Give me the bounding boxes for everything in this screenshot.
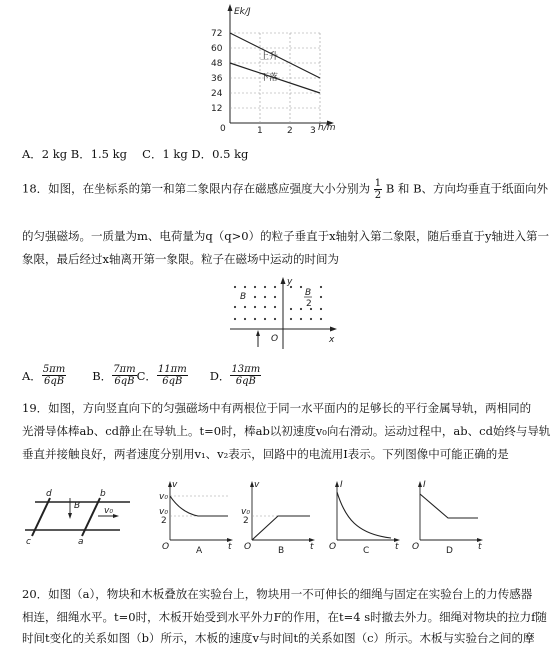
q18-figure: [225, 275, 340, 353]
q18-line3: 象限，最后经过x轴离开第一象限。粒子在磁场中运动的时间为: [22, 252, 339, 266]
q18-fig-x: x: [329, 335, 335, 345]
q19-fig-b: b: [100, 489, 106, 499]
q17-down-label: 下落: [260, 73, 279, 83]
q19-fig-B: B: [74, 501, 81, 511]
q17-ytick: 36: [211, 74, 223, 84]
q19-line3: 垂直并接触良好，两者速度分别用v₁、v₂表示，回路中的电流用I表示。下列图像中可能正确的是: [22, 447, 509, 461]
q17-xtick: 2: [287, 126, 293, 135]
q19-ga-v0: v₀: [159, 492, 168, 502]
q19-graph-a: [158, 478, 236, 554]
q19-line2: 光滑导体棒ab、cd静止在导轨上。t=0时，棒ab以初速度v₀向右滑动。运动过程中，ab、cd始终与导轨: [22, 424, 551, 438]
q17-ytick: 60: [211, 44, 223, 54]
q19-gb-half-num: v₀: [241, 507, 250, 517]
q18-line2: 的匀强磁场。一质量为m、电荷量为q（q>0）的粒子垂直于x轴射入第二象限，随后垂直于y轴进入第一: [22, 229, 550, 243]
q19-rails-figure: [20, 486, 140, 548]
q18-option-d: [230, 364, 261, 387]
q19-ga-v: v: [172, 480, 178, 490]
q17-ylabel: Ek/J: [234, 7, 251, 17]
q19-fig-v0: v₀: [104, 506, 113, 516]
q17-ytick: 12: [211, 104, 223, 114]
q19-gc-cap: C: [363, 546, 370, 554]
q18-fig-b-left: B: [240, 292, 247, 302]
q17-ytick: 72: [211, 29, 223, 39]
q18-option-a-den: 6qB: [43, 376, 65, 387]
q18-option-b: [112, 364, 136, 387]
q17-ek-h-graph: [205, 0, 345, 135]
q19-gc-o: O: [329, 542, 337, 552]
q19-gd-cap: D: [446, 546, 453, 554]
q18-option-b-label: B．: [92, 368, 113, 383]
q18-option-c-num: 11πm: [157, 364, 187, 375]
q18-option-c-label: C．: [136, 368, 157, 383]
q17-ytick: 0: [220, 124, 226, 134]
q19-fig-a: a: [78, 537, 84, 547]
q18-option-b-den: 6qB: [114, 376, 135, 387]
q17-options: A．2 kg B．1.5 kg C．1 kg D．0.5 kg: [22, 147, 249, 161]
q17-ytick: 24: [211, 89, 223, 99]
q19-gd-t: t: [478, 542, 482, 552]
q19-line1: 19．如图，方向竖直向下的匀强磁场中有两根位于同一水平面内的足够长的平行金属导轨，两相同的: [22, 401, 532, 415]
q20-line2: 相连，细绳水平。t=0时，木板开始受到水平外力F的作用，在t=4 s时撤去外力。细绳对物块的拉力f随: [22, 610, 547, 624]
q19-gb-half-den: 2: [243, 516, 249, 526]
q19-fig-d: d: [46, 489, 52, 499]
q19-ga-o: O: [162, 542, 170, 552]
q18-option-a: [42, 364, 66, 387]
q18-fig-b-right-den: 2: [306, 299, 312, 309]
q17-xtick: 1: [257, 126, 263, 135]
q19-fig-c: c: [26, 537, 31, 547]
q18-line1-b: B 和 B、方向均垂直于纸面向外: [385, 181, 549, 196]
q18-fig-b-right: B: [305, 288, 312, 298]
q20-line1: 20．如图（a），物块和木板叠放在实验台上，物块用一不可伸长的细绳与固定在实验台上的力传感器: [22, 587, 533, 601]
q19-ga-cap: A: [196, 546, 203, 554]
q18-option-b-num: 7πm: [113, 364, 136, 375]
q19-gb-cap: B: [278, 546, 285, 554]
q17-xtick: 3: [310, 126, 316, 135]
q18-option-d-den: 6qB: [235, 376, 256, 387]
q18-fig-y: y: [287, 277, 293, 287]
q19-gc-t: t: [395, 542, 399, 552]
q19-gd-i: I: [423, 480, 426, 490]
q18-frac-num: 1: [374, 178, 382, 189]
q18-option-d-num: 13πm: [231, 364, 261, 375]
q18-line1: [22, 178, 548, 201]
q18-frac-den: 2: [374, 190, 382, 201]
q17-xlabel: h/m: [318, 123, 336, 133]
q17-up-label: 上升: [260, 52, 279, 62]
q19-gb-t: t: [310, 542, 314, 552]
q19-gb-o: O: [244, 542, 252, 552]
q18-options: [22, 364, 261, 387]
q19-graph-b: [240, 478, 318, 554]
q20-line3: 时间t变化的关系如图（b）所示，木板的速度v与时间t的关系如图（c）所示。木板与实验台之间的摩: [22, 631, 535, 645]
q19-ga-half-den: 2: [161, 516, 167, 526]
q19-gc-i: I: [340, 480, 343, 490]
q19-gd-o: O: [412, 542, 420, 552]
q18-option-c-den: 6qB: [162, 376, 183, 387]
q19-ga-t: t: [228, 542, 232, 552]
q19-gb-v: v: [254, 480, 260, 490]
q18-option-d-label: D．: [209, 368, 231, 383]
q18-option-c: [157, 364, 188, 387]
q17-ytick: 48: [211, 59, 223, 69]
q19-graph-c: [325, 478, 403, 554]
q18-fraction: [374, 178, 382, 201]
q18-option-a-label: A．: [22, 368, 42, 383]
q19-graph-d: [408, 478, 486, 554]
q18-option-a-num: 5πm: [42, 364, 66, 375]
q18-line1-a: 18．如图，在坐标系的第一和第二象限内存在磁感应强度大小分别为: [22, 181, 371, 196]
q19-ga-half-num: v₀: [159, 507, 168, 517]
q18-fig-o: O: [271, 334, 279, 344]
